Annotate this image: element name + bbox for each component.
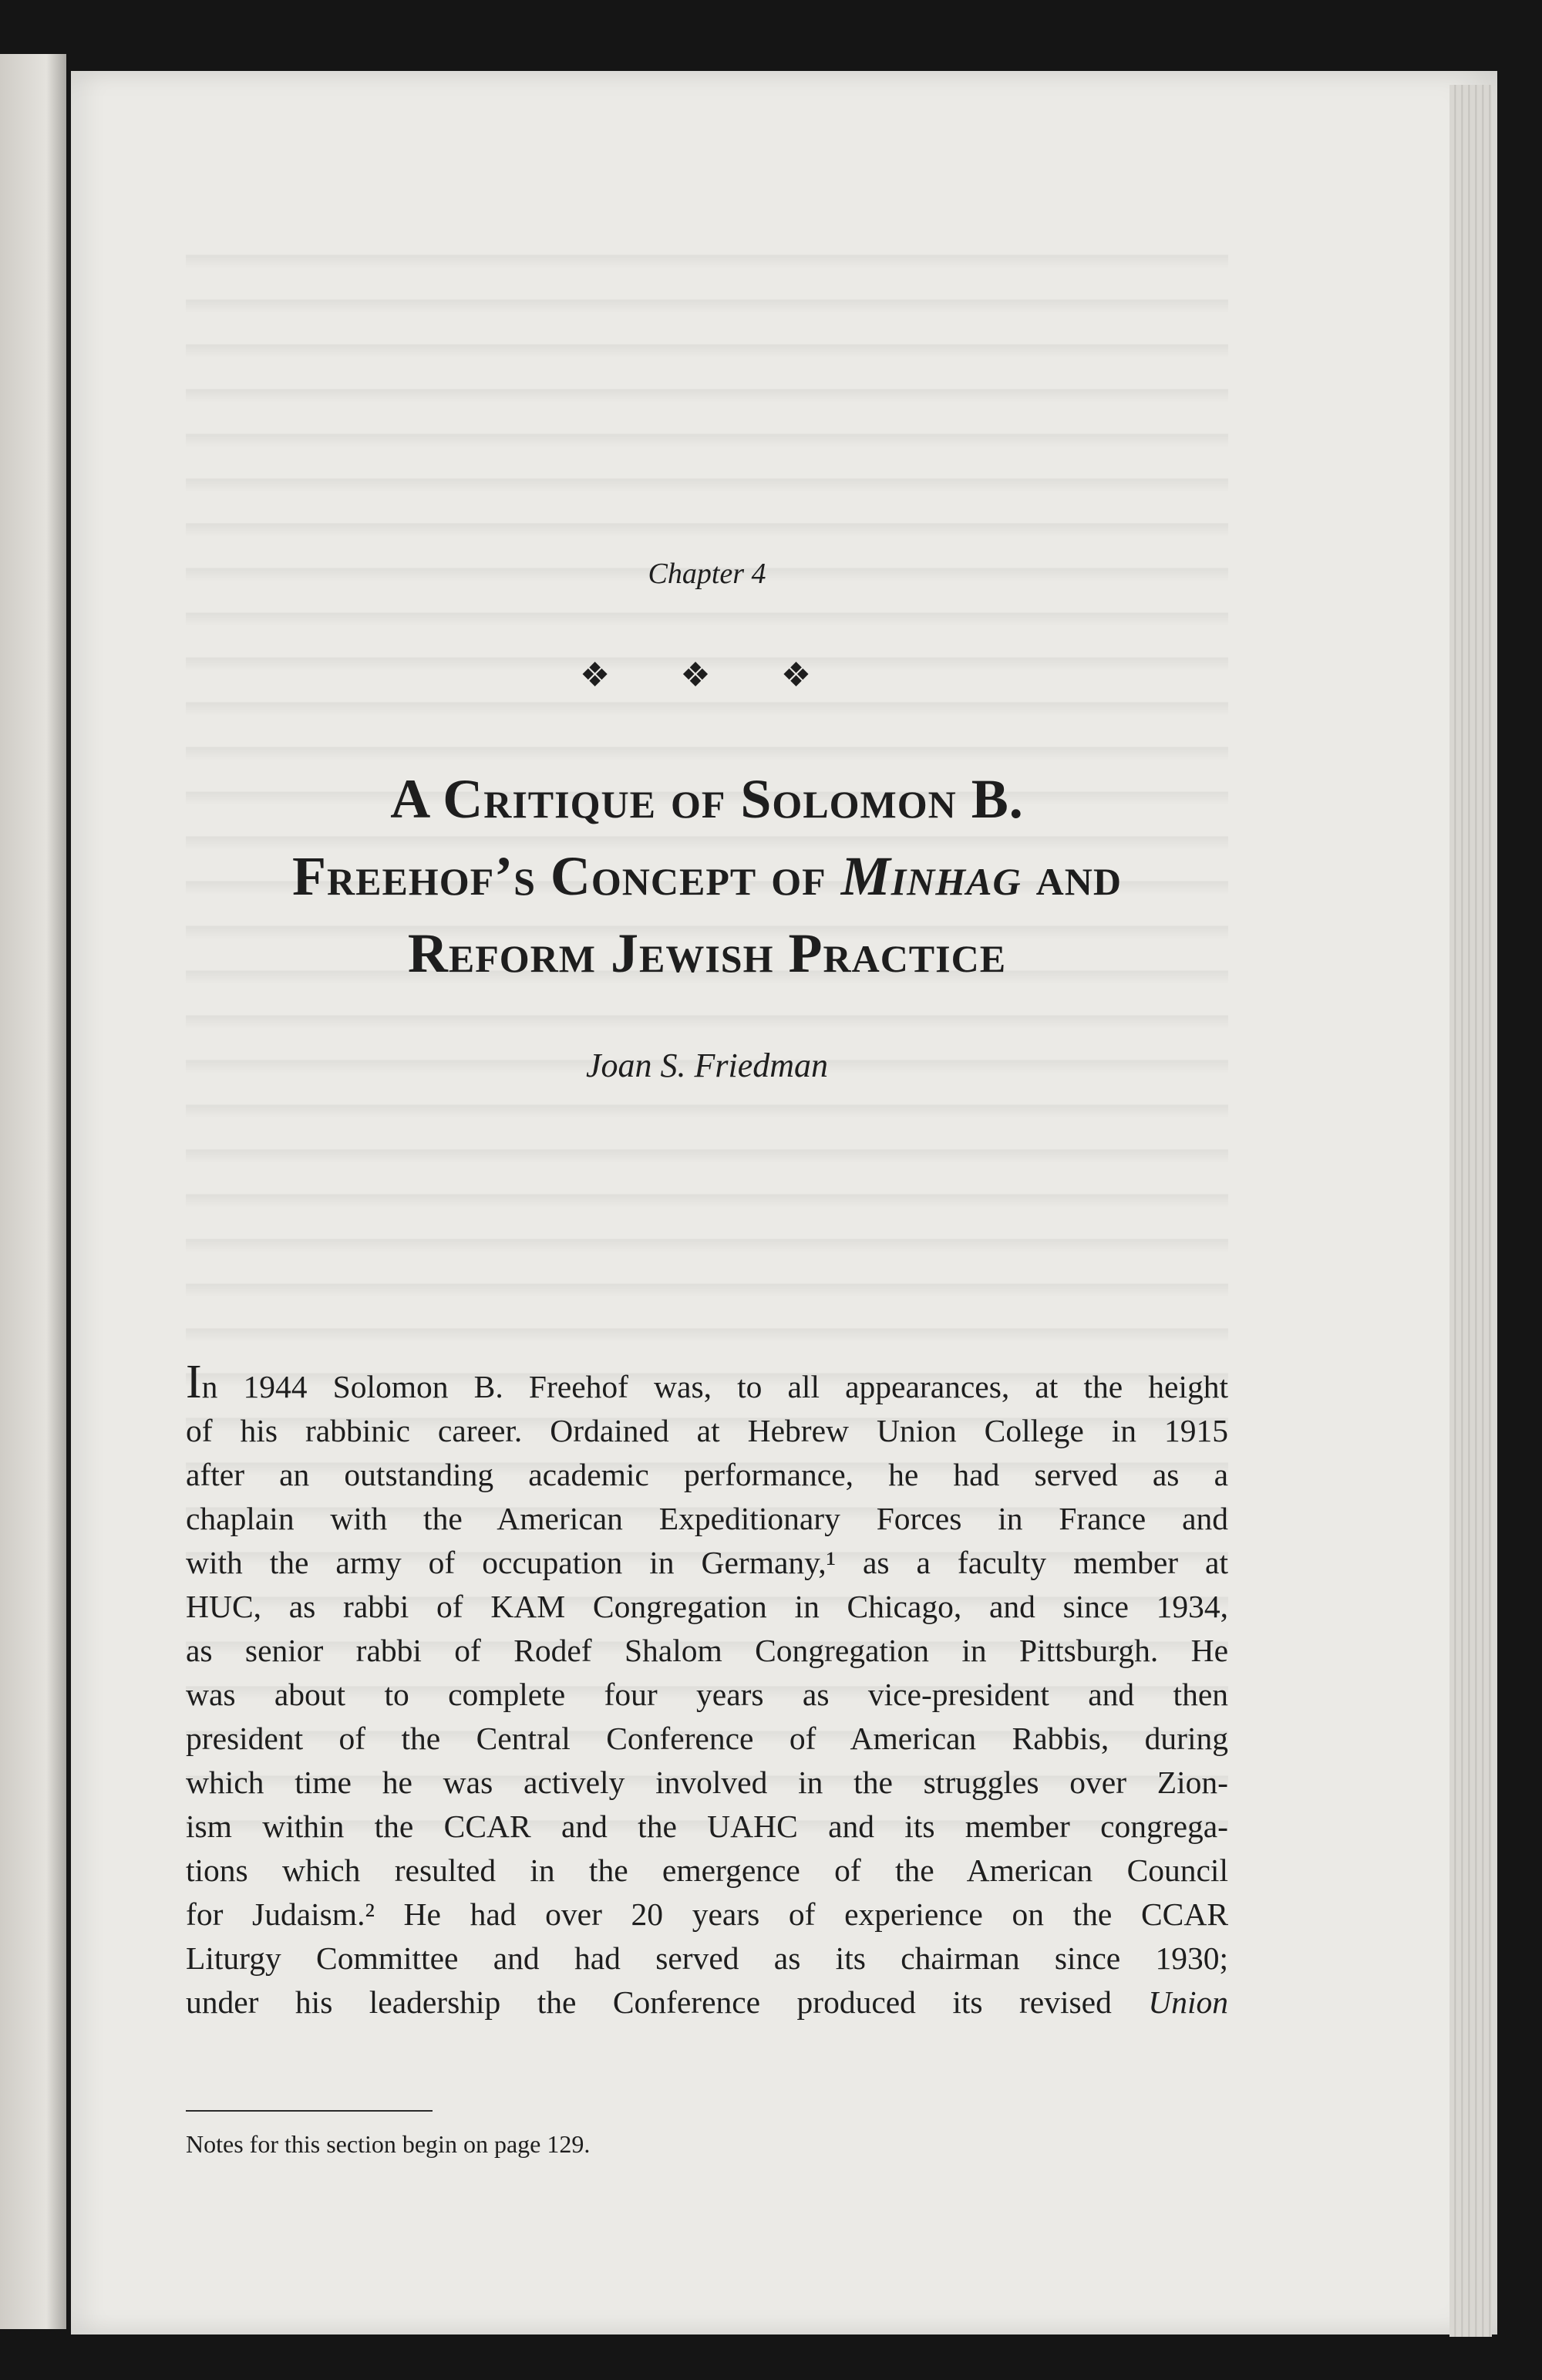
- fleuron-icon: ❖: [680, 656, 734, 694]
- body-line: president of the Central Conference of American Rabbis, during: [186, 1721, 1228, 1756]
- title-line-2-part-a: Freehof’s Concept of: [292, 845, 841, 907]
- ornament-row: [186, 656, 1228, 695]
- footnote: Notes for this section begin on page 129.: [186, 2130, 591, 2158]
- body-paragraph: [186, 1356, 1228, 2024]
- footnote-rule: [186, 2110, 433, 2112]
- body-line: of his rabbinic career. Ordained at Hebrew Union College in 1915: [186, 1413, 1228, 1448]
- chapter-title: [186, 760, 1228, 992]
- body-line: HUC, as rabbi of KAM Congregation in Chicago, and since 1934,: [186, 1589, 1228, 1624]
- author-name: Joan S. Friedman: [585, 1047, 829, 1084]
- title-line-2-part-c: and: [1021, 845, 1122, 907]
- chapter-label: Chapter 4: [648, 558, 766, 590]
- fleuron-icon: ❖: [780, 656, 835, 694]
- fleuron-icon: ❖: [579, 656, 634, 694]
- body-line: which time he was actively involved in the struggles over Zion-: [186, 1765, 1228, 1800]
- body-line: under his leadership the Conference produced its revised Union: [186, 1984, 1228, 2020]
- body-line: In 1944 Solomon B. Freehof was, to all appearances, at the height: [186, 1356, 1228, 1408]
- body-line: chaplain with the American Expeditionary Forces in France and: [186, 1501, 1228, 1536]
- title-line-3: Reform Jewish Practice: [407, 922, 1007, 984]
- drop-cap: I: [186, 1356, 202, 1408]
- body-line: for Judaism.² He had over 20 years of experience on the CCAR: [186, 1896, 1228, 1932]
- body-line: was about to complete four years as vice-president and then: [186, 1677, 1228, 1712]
- page-stack-edge: [1449, 85, 1492, 2337]
- body-line: with the army of occupation in Germany,¹ as a faculty member at: [186, 1545, 1228, 1580]
- body-line: as senior rabbi of Rodef Shalom Congregation in Pittsburgh. He: [186, 1633, 1228, 1668]
- title-line-1: A Critique of Solomon B.: [390, 768, 1024, 830]
- body-line: ism within the CCAR and the UAHC and its member congrega-: [186, 1809, 1228, 1844]
- body-line: after an outstanding academic performance, he had served as a: [186, 1457, 1228, 1492]
- title-line-2: [186, 838, 1228, 915]
- left-page-edge: [0, 54, 66, 2329]
- italic-union: Union: [1148, 1984, 1228, 2020]
- body-line: Liturgy Committee and had served as its chairman since 1930;: [186, 1940, 1228, 1976]
- title-minhag: Minhag: [840, 845, 1022, 907]
- body-line: tions which resulted in the emergence of the American Council: [186, 1852, 1228, 1888]
